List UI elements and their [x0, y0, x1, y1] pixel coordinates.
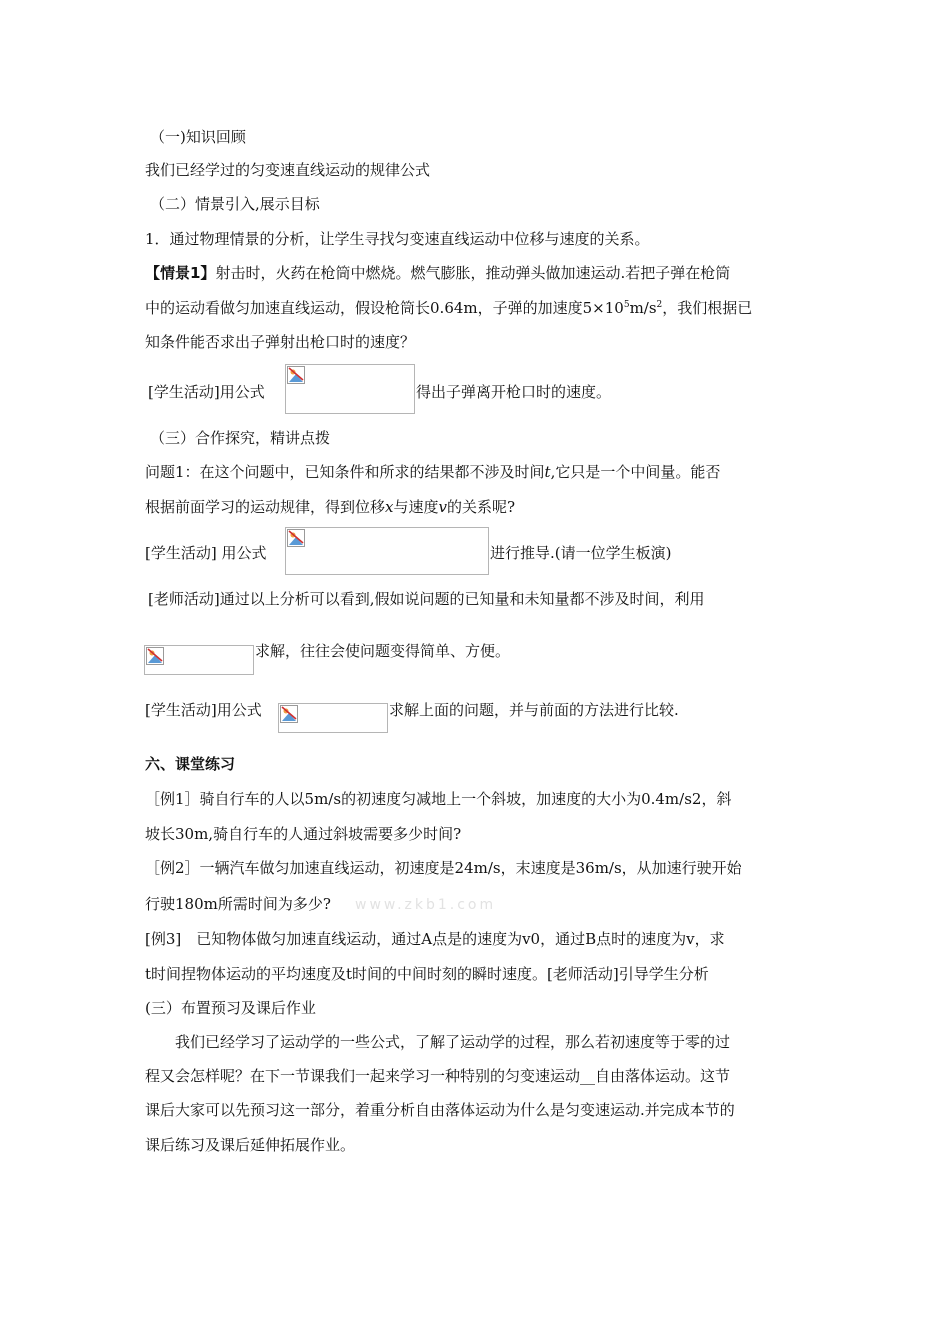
broken-image-icon: [287, 529, 305, 547]
goal-1: 1．通过物理情景的分析，让学生寻找匀变速直线运动中位移与速度的关系。: [145, 230, 650, 248]
example-1-line-1: ［例1］骑自行车的人以5m/s的初速度匀减地上一个斜坡，加速度的大小为0.4m/s2，斜: [145, 790, 732, 808]
scenario-line-2: 中的运动看做匀加速直线运动，假设枪筒长0.64m，子弹的加速度$5\times 10^5m/s^2$，我们根据已: [145, 299, 753, 317]
question-1-line-2: 根据前面学习的运动规律，得到位移x与速度v的关系呢?: [145, 498, 516, 516]
example-3-line-1: [例3] 已知物体做匀加速直线运动，通过A点是的速度为v0，通过B点时的速度为v，求: [145, 930, 725, 948]
homework-line-3: 课后大家可以先预习这一部分，着重分析自由落体运动为什么是匀变速运动.并完成本节的: [145, 1101, 735, 1119]
review-text: 我们已经学过的匀变速直线运动的规律公式: [145, 161, 431, 179]
coop-heading: （三）合作探究，精讲点拨: [150, 429, 331, 447]
formula-image-3: [144, 645, 254, 675]
scenario-label: 【情景1】: [145, 264, 216, 282]
formula-image-2: [285, 527, 489, 575]
example-2-line-1: ［例2］一辆汽车做匀加速直线运动，初速度是24m/s，末速度是36m/s，从加速行驶开始: [145, 859, 742, 877]
scene-heading: （二）情景引入,展示目标: [150, 195, 320, 213]
example-2-line-2: 行驶180m所需时间为多少?: [145, 895, 331, 913]
scenario-line-3: 知条件能否求出子弹射出枪口时的速度？: [145, 333, 416, 351]
homework-line-2: 程又会怎样呢？在下一节课我们一起来学习一种特别的匀变速运动__自由落体运动。这节: [145, 1067, 731, 1085]
formula-image-4: [278, 703, 388, 733]
question-1-line-1: 问题1：在这个问题中，已知条件和所求的结果都不涉及时间t,它只是一个中间量。能否: [145, 463, 721, 481]
activity-2-before: [学生活动] 用公式: [145, 544, 267, 562]
broken-image-icon: [280, 705, 298, 723]
example-3-line-2: t时间捏物体运动的平均速度及t时间的中间时刻的瞬时速度。[老师活动]引导学生分析: [145, 965, 709, 983]
formula-image-1: [285, 364, 415, 414]
homework-line-4: 课后练习及课后延伸拓展作业。: [145, 1136, 356, 1154]
review-heading: （一)知识回顾: [150, 128, 246, 146]
example-1-line-2: 坡长30m,骑自行车的人通过斜坡需要多少时间?: [145, 825, 462, 843]
broken-image-icon: [287, 366, 305, 384]
homework-line-1: 我们已经学习了运动学的一些公式，了解了运动学的过程，那么若初速度等于零的过: [145, 1033, 731, 1051]
homework-heading: (三）布置预习及课后作业: [145, 999, 316, 1017]
watermark: www.zkb1.com: [355, 897, 497, 913]
practice-heading: 六、课堂练习: [145, 755, 236, 773]
broken-image-icon: [146, 647, 164, 665]
activity-2-after: 进行推导.(请一位学生板演): [490, 544, 672, 562]
activity-1-before: [学生活动]用公式: [148, 383, 265, 401]
teacher-activity: [老师活动]通过以上分析可以看到,假如说问题的已知量和未知量都不涉及时间，利用: [148, 590, 705, 608]
activity-1-after: 得出子弹离开枪口时的速度。: [416, 383, 612, 401]
teacher-after: 求解，往往会使问题变得简单、方便。: [255, 642, 511, 660]
activity-3-before: [学生活动]用公式: [145, 701, 262, 719]
scenario-line-1: 【情景1】射击时，火药在枪筒中燃烧。燃气膨胀，推动弹头做加速运动.若把子弹在枪筒: [145, 264, 731, 282]
activity-3-after: 求解上面的问题，并与前面的方法进行比较.: [389, 701, 679, 719]
